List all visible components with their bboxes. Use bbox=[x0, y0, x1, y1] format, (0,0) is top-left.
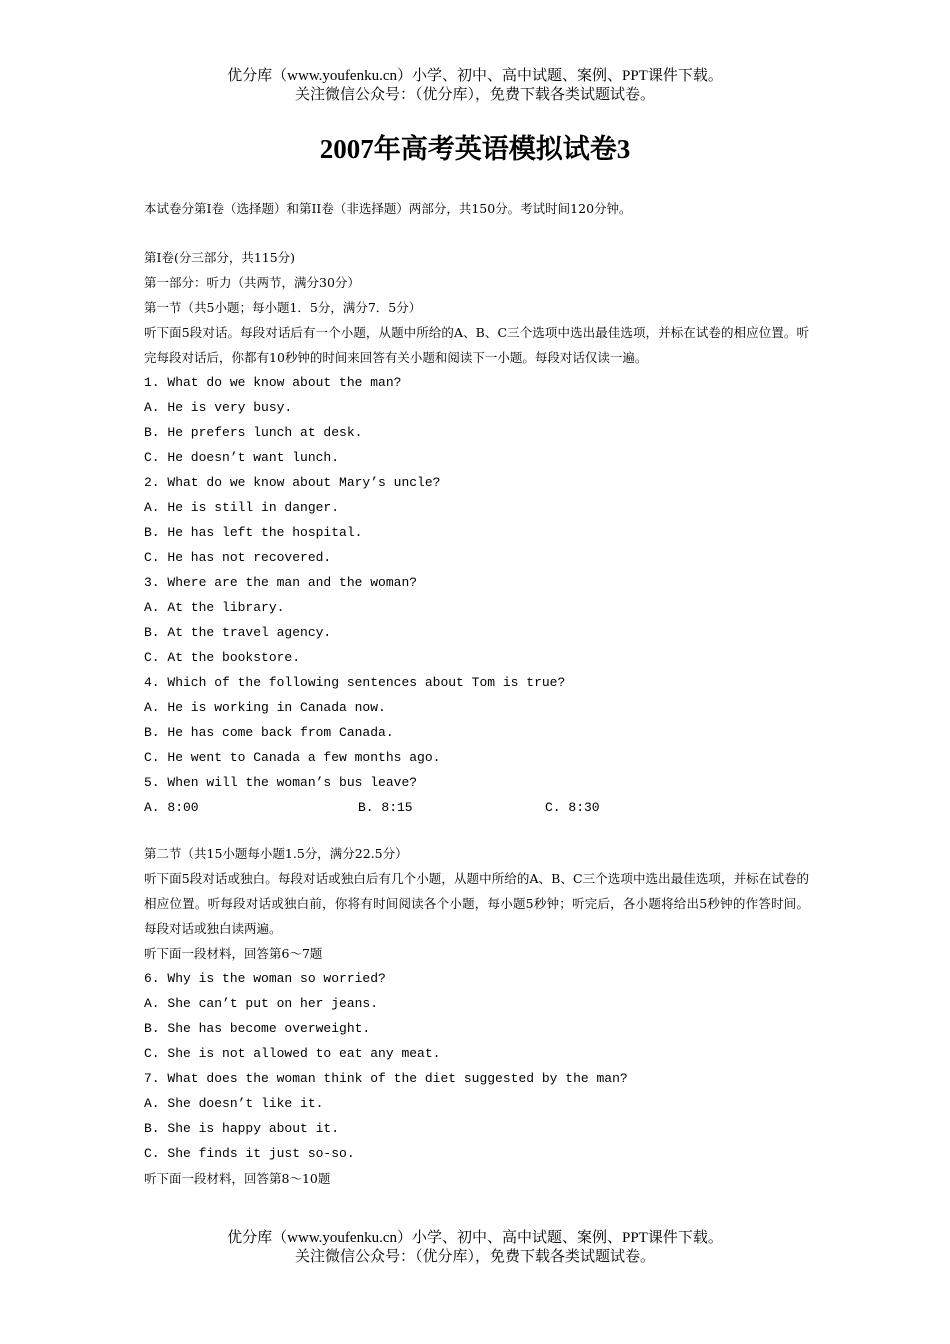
option-b: B. He prefers lunch at desk. bbox=[144, 425, 363, 440]
part-heading: 第一部分：听力（共两节，满分30分） bbox=[144, 275, 360, 290]
section1-heading: 第一节（共5小题；每小题1．5分，满分7．5分） bbox=[144, 300, 422, 315]
footer-line-1: 优分库（www.youfenku.cn）小学、初中、高中试题、案例、PPT课件下载。 bbox=[227, 1230, 723, 1246]
question: 6. Why is the woman so worried? bbox=[144, 971, 386, 986]
question: 2. What do we know about Mary’s uncle? bbox=[144, 475, 441, 490]
option-b: B. She has become overweight. bbox=[144, 1021, 371, 1036]
page-footer bbox=[0, 1229, 950, 1267]
option-a: A. She can’t put on her jeans. bbox=[144, 996, 379, 1011]
volume-heading: 第I卷(分三部分，共115分) bbox=[144, 250, 296, 265]
option-a: A. He is working in Canada now. bbox=[144, 700, 386, 715]
option-a: A. She doesn’t like it. bbox=[144, 1096, 324, 1111]
question: 1. What do we know about the man? bbox=[144, 375, 402, 390]
question: 3. Where are the man and the woman? bbox=[144, 575, 418, 590]
option-c: C. He has not recovered. bbox=[144, 550, 332, 565]
question-list-1 bbox=[144, 370, 809, 820]
header-line-1: 优分库（www.youfenku.cn）小学、初中、高中试题、案例、PPT课件下载。 bbox=[227, 68, 723, 84]
question: 7. What does the woman think of the diet suggested by the man? bbox=[144, 1071, 628, 1086]
inline-options bbox=[144, 795, 809, 820]
option-b: B. He has come back from Canada. bbox=[144, 725, 394, 740]
option-a: A. 8:00 bbox=[144, 800, 199, 815]
header-line-2: 关注微信公众号：（优分库），免费下载各类试题试卷。 bbox=[294, 87, 655, 103]
option-b: B. He has left the hospital. bbox=[144, 525, 363, 540]
question: 5. When will the woman’s bus leave? bbox=[144, 775, 418, 790]
material-note: 听下面一段材料，回答第8～10题 bbox=[144, 1171, 331, 1186]
option-b: B. She is happy about it. bbox=[144, 1121, 340, 1136]
option-c: C. At the bookstore. bbox=[144, 650, 301, 665]
option-c: C. She is not allowed to eat any meat. bbox=[144, 1046, 441, 1061]
section1-instructions: 听下面5段对话。每段对话后有一个小题，从题中所给的A、B、C三个选项中选出最佳选项，并标在试卷的相应位置。听完每段对话后，你都有10秒钟的时间来回答有关小题和阅读下一小题。每段对话仅读一遍。 bbox=[144, 325, 809, 365]
option-c: C. He doesn’t want lunch. bbox=[144, 450, 340, 465]
option-b: B. 8:15 bbox=[358, 800, 413, 815]
section2-instructions: 听下面5段对话或独白。每段对话或独白后有几个小题，从题中所给的A、B、C三个选项中选出最佳选项，并标在试卷的相应位置。听每段对话或独白前，你将有时间阅读各个小题，每小题5秒钟；听完后，各小题将给出5秒钟的作答时间。每段对话或独白读两遍。 bbox=[144, 871, 809, 936]
option-a: A. At the library. bbox=[144, 600, 285, 615]
section2-heading: 第二节（共15小题每小题1.5分，满分22.5分） bbox=[144, 846, 408, 861]
footer-line-2: 关注微信公众号：（优分库），免费下载各类试题试卷。 bbox=[294, 1249, 655, 1265]
option-b: B. At the travel agency. bbox=[144, 625, 332, 640]
question-list-2 bbox=[144, 966, 809, 1166]
option-c: C. She finds it just so-so. bbox=[144, 1146, 355, 1161]
material-note: 听下面一段材料，回答第6～7题 bbox=[144, 946, 323, 961]
page-title: 2007年高考英语模拟试卷3 bbox=[319, 134, 631, 164]
option-a: A. He is very busy. bbox=[144, 400, 293, 415]
exam-intro: 本试卷分第I卷（选择题）和第II卷（非选择题）两部分，共150分。考试时间120分钟。 bbox=[144, 201, 632, 216]
option-a: A. He is still in danger. bbox=[144, 500, 340, 515]
page-header bbox=[0, 67, 950, 105]
exam-body bbox=[144, 245, 809, 1191]
question: 4. Which of the following sentences about Tom is true? bbox=[144, 675, 566, 690]
option-c: C. He went to Canada a few months ago. bbox=[144, 750, 441, 765]
option-c: C. 8:30 bbox=[545, 800, 600, 815]
